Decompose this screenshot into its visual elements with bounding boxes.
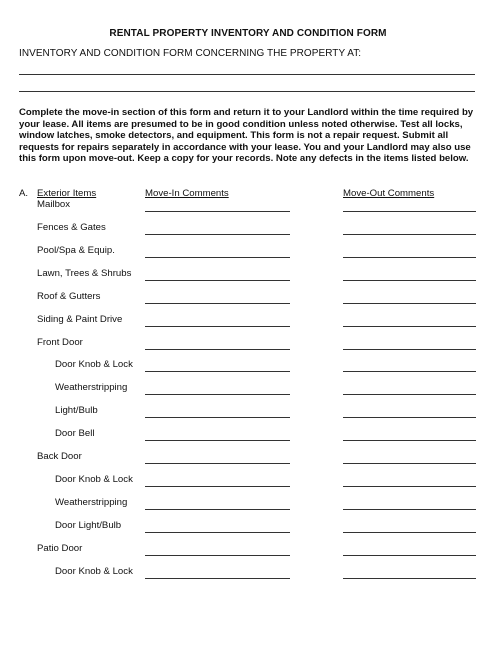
- move-out-comment-line[interactable]: [343, 349, 476, 350]
- item-label: Back Door: [37, 451, 82, 462]
- table-row: [0, 451, 496, 465]
- move-out-comment-line[interactable]: [343, 509, 476, 510]
- move-out-comment-line[interactable]: [343, 234, 476, 235]
- item-label: Door Light/Bulb: [55, 519, 122, 531]
- item-label: Mailbox: [37, 199, 71, 210]
- form-title: RENTAL PROPERTY INVENTORY AND CONDITION FORM: [109, 28, 387, 39]
- section-letter: A.: [19, 188, 29, 199]
- move-out-comment-line[interactable]: [343, 463, 476, 464]
- item-label: Weatherstripping: [55, 382, 128, 394]
- move-in-comment-line[interactable]: [145, 211, 290, 212]
- move-out-comment-line[interactable]: [343, 326, 476, 327]
- table-row: [0, 314, 496, 328]
- item-label: Light/Bulb: [55, 405, 98, 417]
- column-header-move-out: Move-Out Comments: [343, 188, 435, 199]
- item-label: Fences & Gates: [37, 222, 106, 233]
- move-out-comment-line[interactable]: [343, 394, 476, 395]
- move-in-comment-line[interactable]: [145, 303, 290, 304]
- move-in-comment-line[interactable]: [145, 486, 290, 487]
- table-row: [0, 199, 496, 213]
- table-row: [0, 291, 496, 305]
- item-label: Lawn, Trees & Shrubs: [37, 267, 132, 279]
- column-header-items: Exterior Items: [37, 188, 97, 199]
- move-in-comment-line[interactable]: [145, 371, 290, 372]
- item-label: Front Door: [37, 336, 83, 348]
- table-row: [0, 428, 496, 442]
- address-line-2[interactable]: [19, 91, 475, 92]
- item-label: Siding & Paint Drive: [37, 313, 123, 325]
- move-in-comment-line[interactable]: [145, 280, 290, 281]
- table-row: [0, 245, 496, 259]
- move-in-comment-line[interactable]: [145, 417, 290, 418]
- move-out-comment-line[interactable]: [343, 440, 476, 441]
- move-in-comment-line[interactable]: [145, 326, 290, 327]
- move-in-comment-line[interactable]: [145, 349, 290, 350]
- move-in-comment-line[interactable]: [145, 532, 290, 533]
- move-out-comment-line[interactable]: [343, 280, 476, 281]
- form-subtitle: INVENTORY AND CONDITION FORM CONCERNING THE PROPERTY AT:: [19, 48, 362, 59]
- table-row: [0, 268, 496, 282]
- table-row: [0, 382, 496, 396]
- move-in-comment-line[interactable]: [145, 440, 290, 441]
- item-label: Door Knob & Lock: [55, 359, 133, 371]
- table-row: [0, 405, 496, 419]
- move-out-comment-line[interactable]: [343, 303, 476, 304]
- move-in-comment-line[interactable]: [145, 509, 290, 510]
- table-row: [0, 474, 496, 488]
- table-row: [0, 337, 496, 351]
- move-out-comment-line[interactable]: [343, 371, 476, 372]
- item-label: Door Bell: [55, 428, 95, 440]
- move-out-comment-line[interactable]: [343, 211, 476, 212]
- table-row: [0, 543, 496, 557]
- item-label: Roof & Gutters: [37, 290, 101, 302]
- table-row: [0, 566, 496, 580]
- item-label: Door Knob & Lock: [55, 565, 133, 577]
- move-out-comment-line[interactable]: [343, 486, 476, 487]
- table-row: [0, 359, 496, 373]
- move-in-comment-line[interactable]: [145, 394, 290, 395]
- move-in-comment-line[interactable]: [145, 257, 290, 258]
- move-out-comment-line[interactable]: [343, 257, 476, 258]
- move-out-comment-line[interactable]: [343, 555, 476, 556]
- table-row: [0, 497, 496, 511]
- item-label: Patio Door: [37, 542, 83, 554]
- move-in-comment-line[interactable]: [145, 234, 290, 235]
- move-out-comment-line[interactable]: [343, 578, 476, 579]
- address-line-1[interactable]: [19, 74, 475, 75]
- move-in-comment-line[interactable]: [145, 578, 290, 579]
- item-label: Weatherstripping: [55, 496, 128, 508]
- move-in-comment-line[interactable]: [145, 555, 290, 556]
- item-label: Pool/Spa & Equip.: [37, 244, 115, 256]
- move-in-comment-line[interactable]: [145, 463, 290, 464]
- table-row: [0, 520, 496, 534]
- column-header-move-in: Move-In Comments: [145, 188, 229, 199]
- instructions-paragraph: Complete the move-in section of this form and return it to your Landlord within the time required by your lease. All items are presumed to be in good condition unless noted otherwise. Test all locks, window latches, smoke detectors, and equipment. This form is not a repair request. Submit all requests for repairs separately in accordance with your lease. You and your Landlord may also use this form upon move-out. Keep a copy for your records. Note any defects in the items listed below.: [19, 107, 474, 165]
- item-label: Door Knob & Lock: [55, 473, 133, 485]
- move-out-comment-line[interactable]: [343, 417, 476, 418]
- move-out-comment-line[interactable]: [343, 532, 476, 533]
- table-row: [0, 222, 496, 236]
